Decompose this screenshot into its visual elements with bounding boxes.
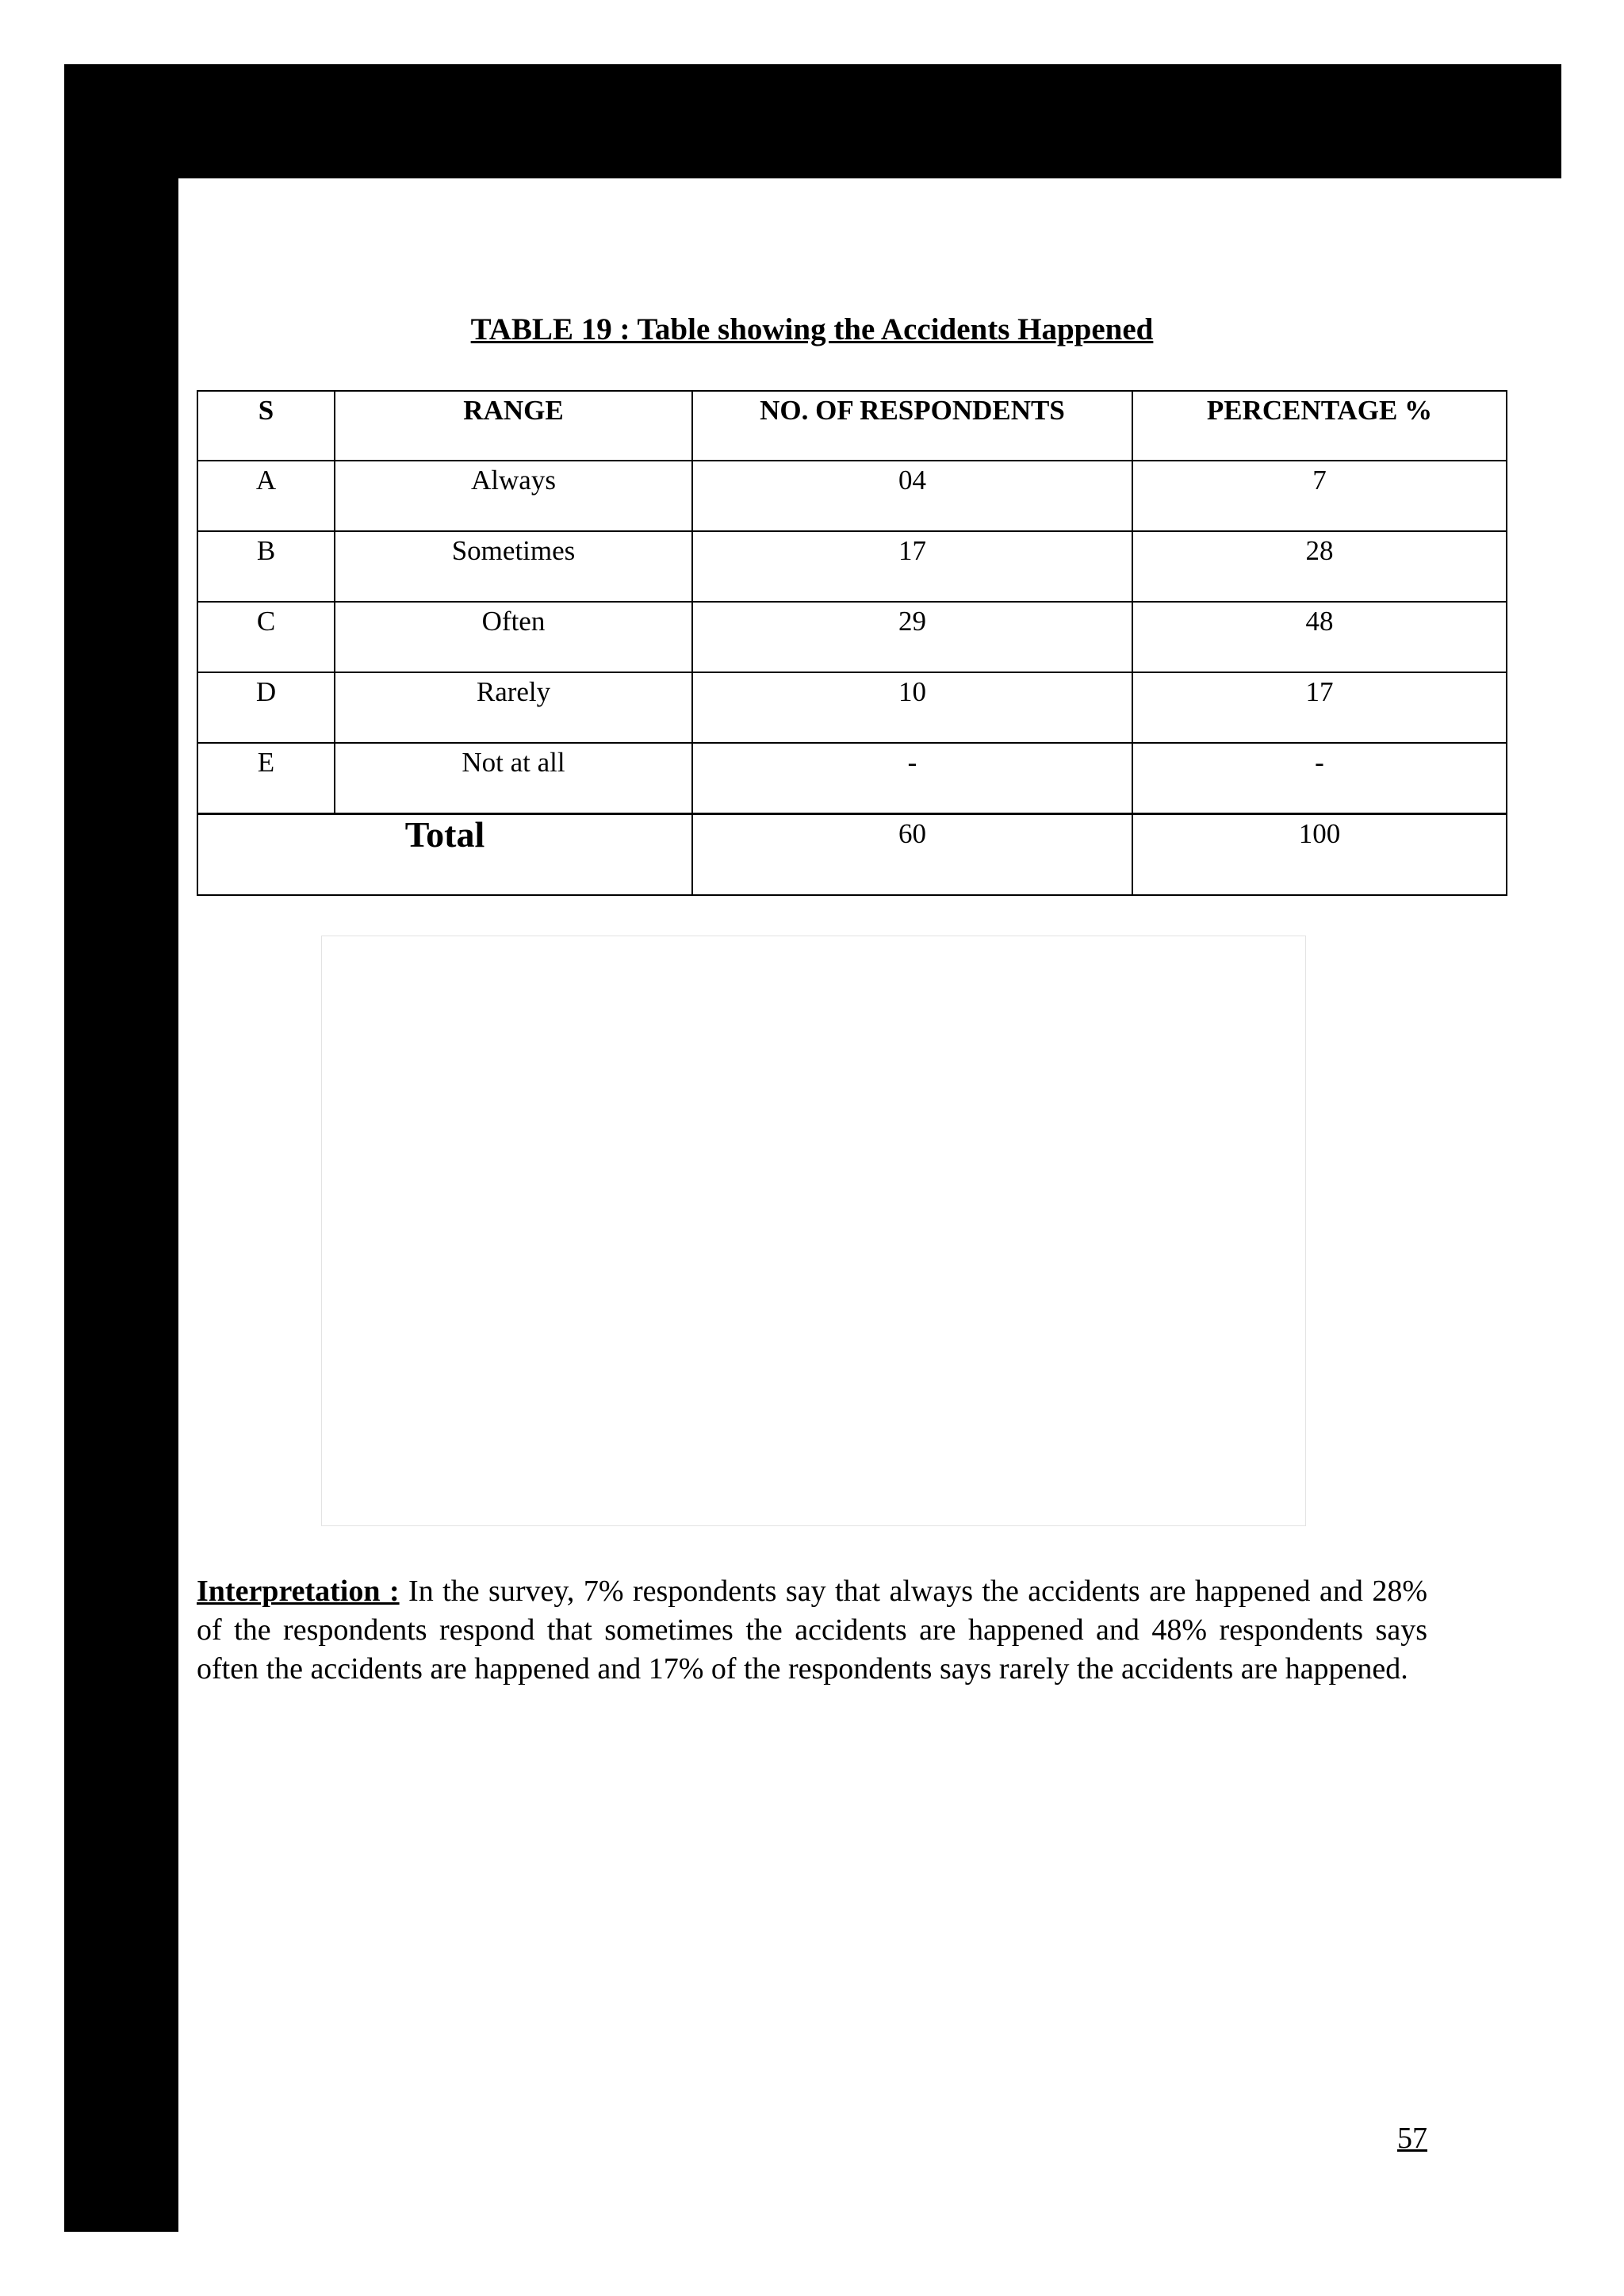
total-percentage: 100 bbox=[1132, 813, 1507, 895]
table-row bbox=[197, 602, 1507, 672]
header-percentage: PERCENTAGE % bbox=[1132, 391, 1507, 461]
table-row bbox=[197, 743, 1507, 813]
cell-s: B bbox=[197, 531, 335, 602]
accidents-table bbox=[197, 390, 1507, 896]
cell-respondents: 04 bbox=[692, 461, 1132, 531]
table-row bbox=[197, 461, 1507, 531]
cell-range: Often bbox=[335, 602, 692, 672]
table-title: TABLE 19 : Table showing the Accidents Happened bbox=[470, 312, 1154, 346]
cell-percentage: - bbox=[1132, 743, 1507, 813]
page-number: 57 bbox=[1397, 2122, 1427, 2155]
cell-s: D bbox=[197, 672, 335, 743]
cell-s: A bbox=[197, 461, 335, 531]
interpretation-text: In the survey, 7% respondents say that always the accidents are happened and 28% of the respondents respond that sometimes the accidents are happened and 48% respondents says often the accidents are happened and 17% of the respondents says rarely the accidents are happened. bbox=[197, 1575, 1427, 1686]
cell-range: Sometimes bbox=[335, 531, 692, 602]
cell-percentage: 28 bbox=[1132, 531, 1507, 602]
cell-percentage: 48 bbox=[1132, 602, 1507, 672]
interpretation-paragraph bbox=[197, 1572, 1427, 1689]
cell-s: E bbox=[197, 743, 335, 813]
cell-respondents: - bbox=[692, 743, 1132, 813]
cell-respondents: 17 bbox=[692, 531, 1132, 602]
total-respondents: 60 bbox=[692, 813, 1132, 895]
cell-respondents: 10 bbox=[692, 672, 1132, 743]
cell-percentage: 7 bbox=[1132, 461, 1507, 531]
cell-range: Not at all bbox=[335, 743, 692, 813]
interpretation-label: Interpretation : bbox=[197, 1575, 400, 1608]
header-s: S bbox=[197, 391, 335, 461]
header-range: RANGE bbox=[335, 391, 692, 461]
table-row bbox=[197, 672, 1507, 743]
chart-placeholder bbox=[321, 936, 1306, 1526]
total-label-cell bbox=[197, 813, 692, 895]
total-label: Total bbox=[404, 813, 485, 855]
table-row bbox=[197, 531, 1507, 602]
cell-percentage: 17 bbox=[1132, 672, 1507, 743]
cell-s: C bbox=[197, 602, 335, 672]
cell-range: Always bbox=[335, 461, 692, 531]
cell-respondents: 29 bbox=[692, 602, 1132, 672]
table-header-row bbox=[197, 391, 1507, 461]
cell-range: Rarely bbox=[335, 672, 692, 743]
header-respondents: NO. OF RESPONDENTS bbox=[692, 391, 1132, 461]
table-total-row bbox=[197, 813, 1507, 895]
